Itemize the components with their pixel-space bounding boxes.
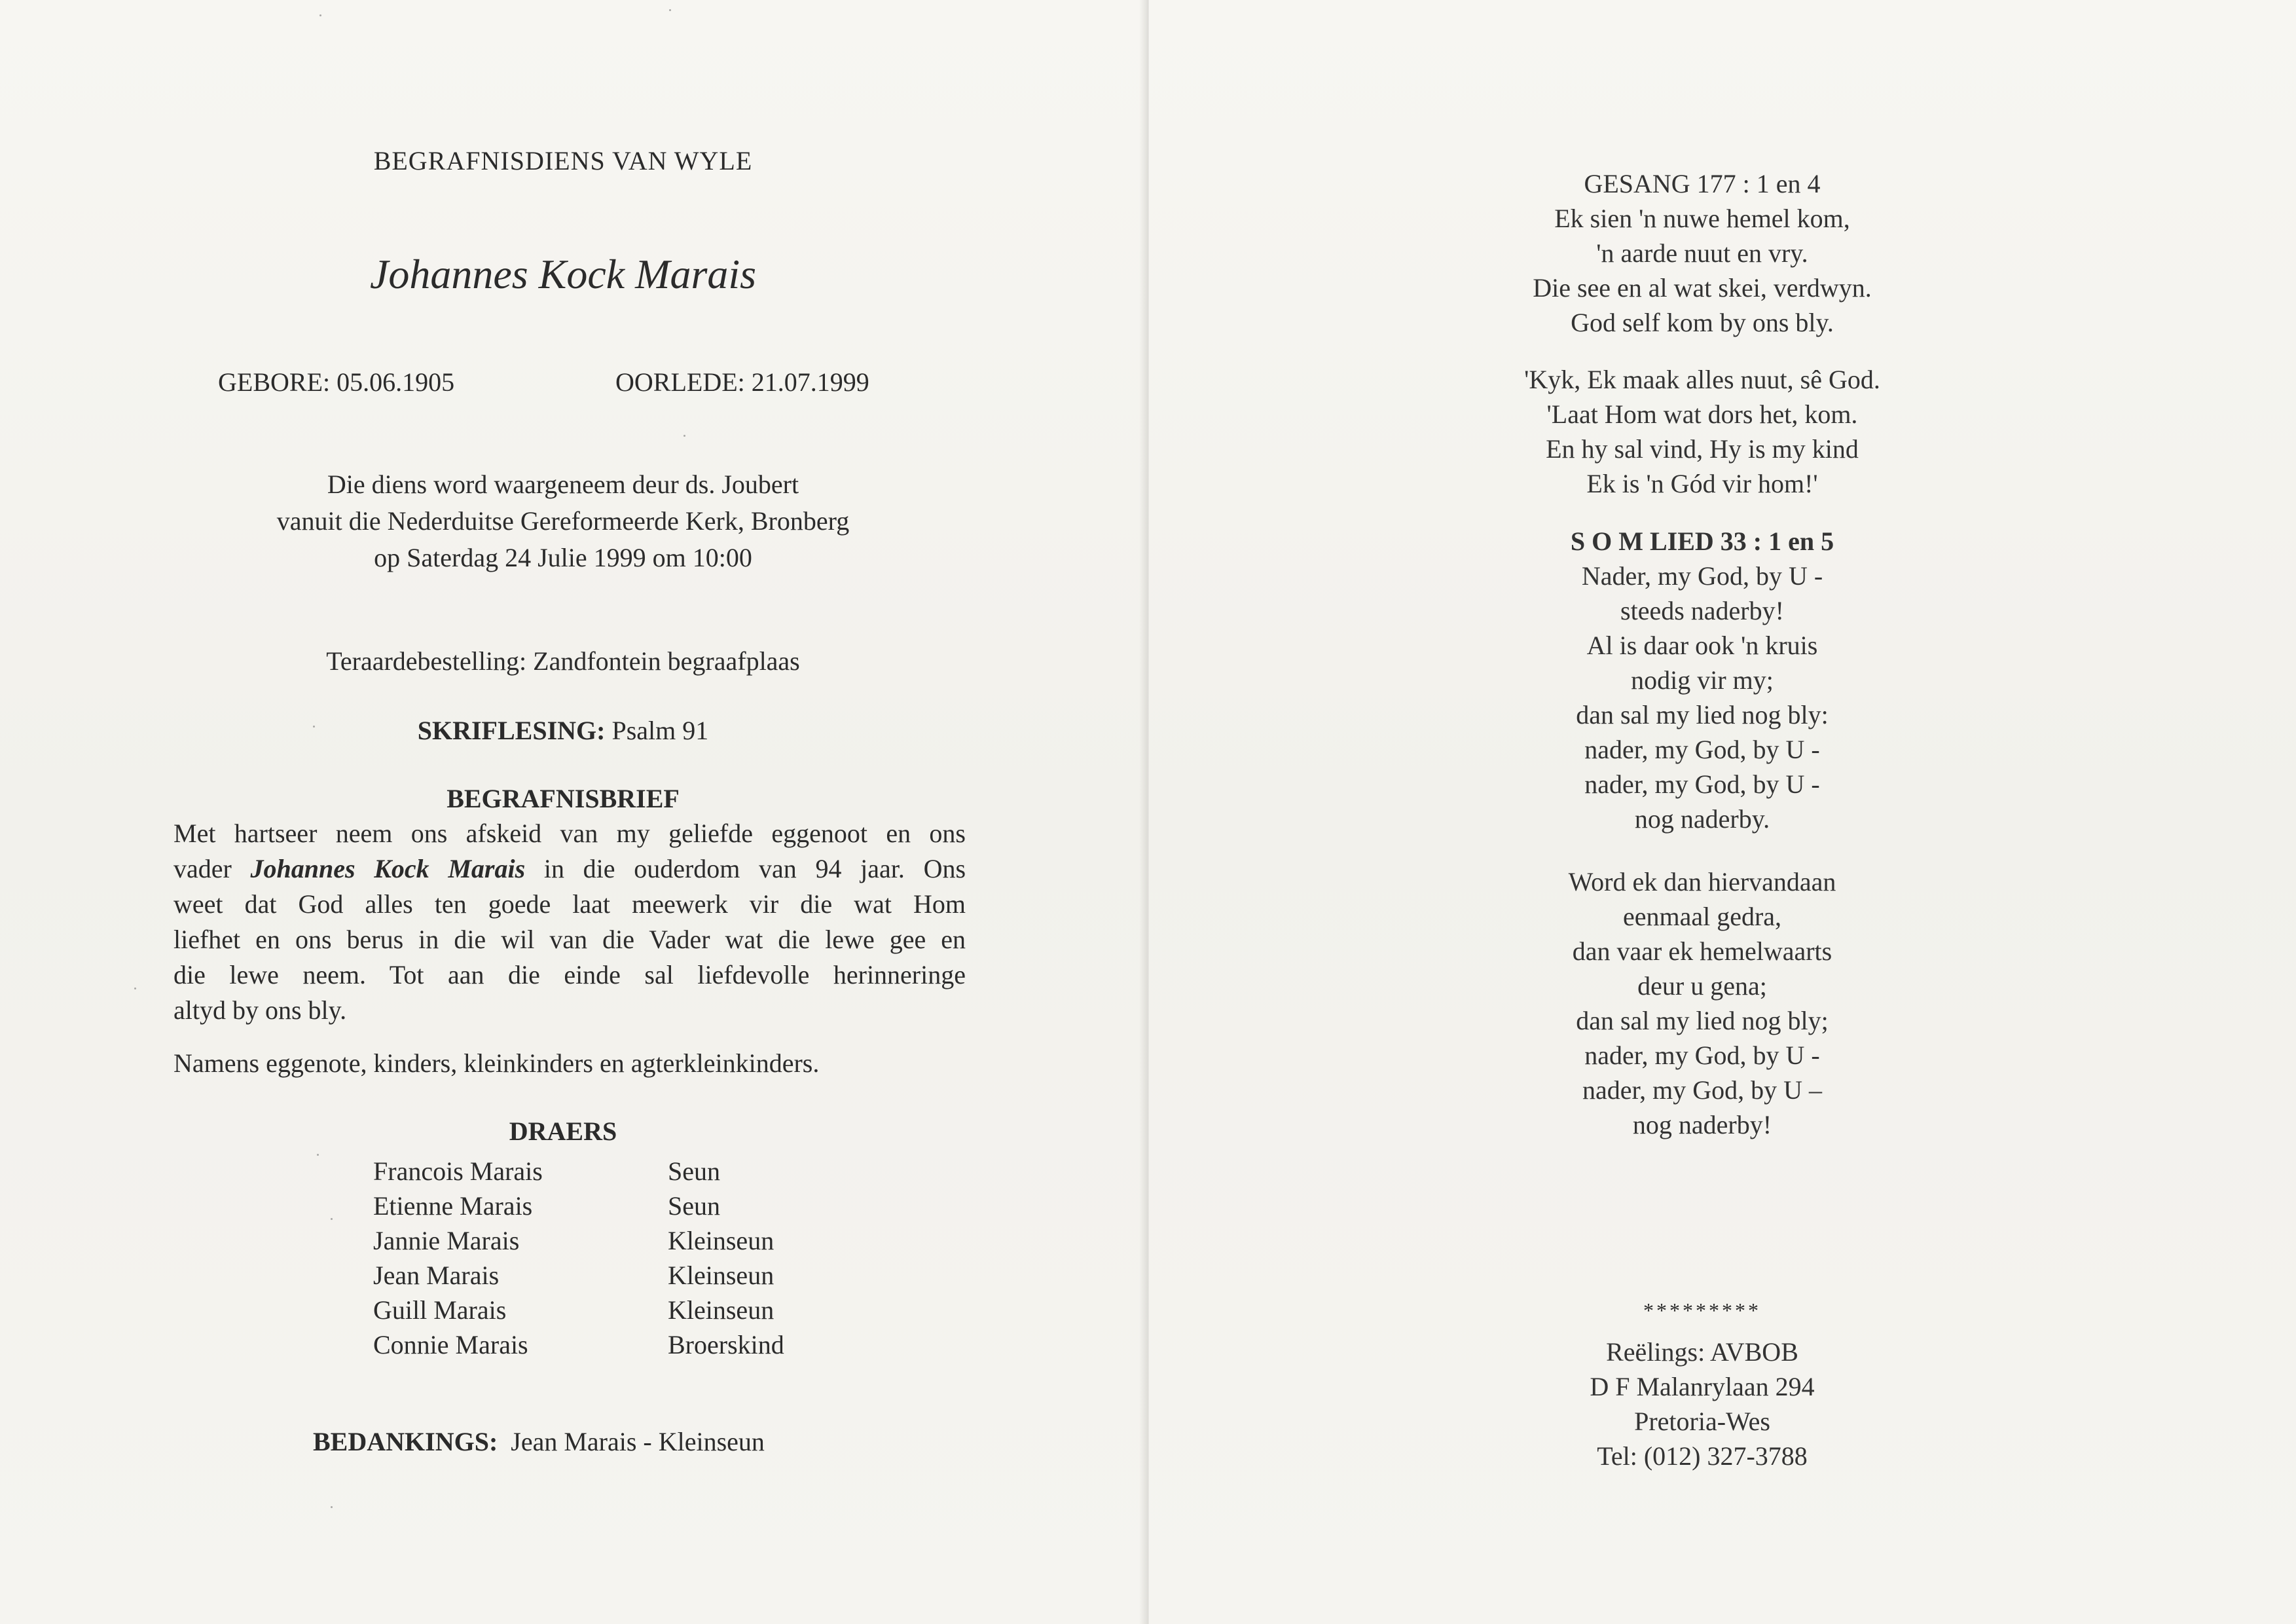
hymn-gesang — [1375, 166, 2030, 340]
bearers-list — [373, 1154, 784, 1362]
letter-line: altyd by ons bly. — [173, 995, 347, 1025]
bearer-name: Jannie Marais — [373, 1226, 520, 1255]
hymn-verse-2 — [1375, 362, 2030, 501]
contact-line: D F Malanrylaan 294 — [1590, 1372, 1815, 1401]
bearer-row — [373, 1189, 784, 1223]
paper-speck — [319, 14, 321, 16]
scripture-reading — [196, 715, 930, 746]
bearer-relation: Kleinseun — [668, 1295, 774, 1325]
verse-line: nader, my God, by U - — [1584, 769, 1820, 799]
bearer-row — [373, 1223, 784, 1258]
hymn-title: GESANG 177 : 1 en 4 — [1584, 169, 1821, 198]
letter-line: liefhet en ons berus in die wil van die Vader wat die lewe gee en — [173, 925, 966, 954]
verse-line: God self kom by ons bly. — [1571, 308, 1834, 337]
letter-heading: BEGRAFNISBRIEF — [446, 784, 680, 813]
bearer-name: Connie Marais — [373, 1330, 528, 1359]
verse-line: 'n aarde nuut en vry. — [1596, 238, 1808, 268]
funeral-letter — [173, 816, 966, 1028]
reading-label: SKRIFLESING: — [417, 716, 606, 745]
paper-speck — [331, 1506, 333, 1508]
letter-deceased-name: Johannes Kock Marais — [250, 854, 526, 883]
died-date: 21.07.1999 — [751, 367, 869, 397]
bearer-name: Guill Marais — [373, 1295, 507, 1325]
star-divider: ********* — [1643, 1299, 1761, 1322]
verse-line: En hy sal vind, Hy is my kind — [1546, 434, 1859, 464]
hymn-somlied — [1375, 524, 2030, 836]
verse-line: dan sal my lied nog bly: — [1576, 700, 1829, 729]
letter-line — [173, 851, 966, 887]
contact-line: Pretoria-Wes — [1634, 1407, 1770, 1436]
hymn-title: S O M LIED 33 : 1 en 5 — [1570, 526, 1834, 556]
bearer-relation: Broerskind — [668, 1330, 784, 1359]
paper-speck — [331, 1218, 333, 1220]
paper-speck — [683, 435, 685, 437]
paper-speck — [313, 726, 315, 728]
bearer-row — [373, 1327, 784, 1362]
verse-line: Nader, my God, by U - — [1581, 561, 1823, 591]
letter-text: in die ouderdom van 94 jaar. Ons — [543, 854, 966, 883]
paper-speck — [134, 987, 136, 989]
death-date — [615, 367, 869, 397]
service-info — [196, 466, 930, 576]
bearer-relation: Seun — [668, 1156, 720, 1186]
paper-speck — [317, 1154, 319, 1156]
verse-line: Die see en al wat skei, verdwyn. — [1533, 273, 1872, 303]
paper-speck — [669, 9, 671, 11]
verse-line: eenmaal gedra, — [1622, 902, 1782, 931]
born-label: GEBORE: — [218, 367, 331, 397]
verse-line: Al is daar ook 'n kruis — [1586, 631, 1818, 660]
verse-line: Ek is 'n Gód vir hom!' — [1586, 469, 1818, 498]
letter-line: weet dat God alles ten goede laat meewerk vir die wat Hom — [173, 889, 966, 919]
verse-line: Word ek dan hiervandaan — [1568, 867, 1836, 896]
service-line: op Saterdag 24 Julie 1999 om 10:00 — [374, 543, 752, 572]
left-page — [0, 0, 1147, 1624]
verse-line: steeds naderby! — [1620, 596, 1784, 625]
verse-line: 'Kyk, Ek maak alles nuut, sê God. — [1524, 365, 1880, 394]
bearer-row — [373, 1293, 784, 1327]
service-line: vanuit die Nederduitse Gereformeerde Kerk, Bronberg — [276, 506, 850, 536]
contact-line: Tel: (012) 327-3788 — [1597, 1441, 1808, 1471]
thanks-line — [313, 1426, 765, 1457]
letter-line: Met hartseer neem ons afskeid van my geliefde eggenoot en ons — [173, 819, 966, 848]
service-heading: BEGRAFNISDIENS VAN WYLE — [373, 146, 753, 175]
verse-line: nog naderby! — [1632, 1110, 1772, 1139]
birth-date — [218, 367, 454, 397]
verse-line: nader, my God, by U – — [1582, 1075, 1823, 1105]
reading-text: Psalm 91 — [611, 716, 709, 745]
bearer-name: Jean Marais — [373, 1261, 500, 1290]
letter-line: die lewe neem. Tot aan die einde sal liefdevolle herinneringe — [173, 960, 966, 989]
arrangements-contact — [1375, 1335, 2030, 1473]
died-label: OORLEDE: — [615, 367, 745, 397]
verse-line: nader, my God, by U - — [1584, 1041, 1820, 1070]
verse-line: dan vaar ek hemelwaarts — [1572, 936, 1832, 966]
verse-line: Ek sien 'n nuwe hemel kom, — [1554, 204, 1850, 233]
service-line: Die diens word waargeneem deur ds. Joubert — [327, 470, 799, 499]
bearer-relation: Kleinseun — [668, 1226, 774, 1255]
verse-line: deur u gena; — [1637, 971, 1767, 1001]
bearer-row — [373, 1258, 784, 1293]
born-date: 05.06.1905 — [337, 367, 455, 397]
bearer-relation: Kleinseun — [668, 1261, 774, 1290]
hymn-verse-4 — [1375, 864, 2030, 1142]
bearers-heading: DRAERS — [509, 1116, 617, 1146]
thanks-text: Jean Marais - Kleinseun — [511, 1427, 765, 1456]
verse-line: dan sal my lied nog bly; — [1576, 1006, 1829, 1035]
verse-line: 'Laat Hom wat dors het, kom. — [1546, 399, 1858, 429]
bearer-relation: Seun — [668, 1191, 720, 1221]
bearer-name: Francois Marais — [373, 1156, 543, 1186]
contact-line: Reëlings: AVBOB — [1606, 1337, 1798, 1367]
letter-text: vader — [173, 854, 232, 883]
thanks-label: BEDANKINGS: — [313, 1427, 498, 1456]
family-line: Namens eggenote, kinders, kleinkinders en agterkleinkinders. — [173, 1048, 820, 1078]
bearer-row — [373, 1154, 784, 1189]
bearer-name: Etienne Marais — [373, 1191, 533, 1221]
burial-info: Teraardebestelling: Zandfontein begraafplaas — [326, 646, 800, 676]
verse-line: nader, my God, by U - — [1584, 735, 1820, 764]
verse-line: nog naderby. — [1634, 804, 1770, 834]
deceased-name: Johannes Kock Marais — [369, 251, 757, 297]
verse-line: nodig vir my; — [1631, 665, 1774, 695]
